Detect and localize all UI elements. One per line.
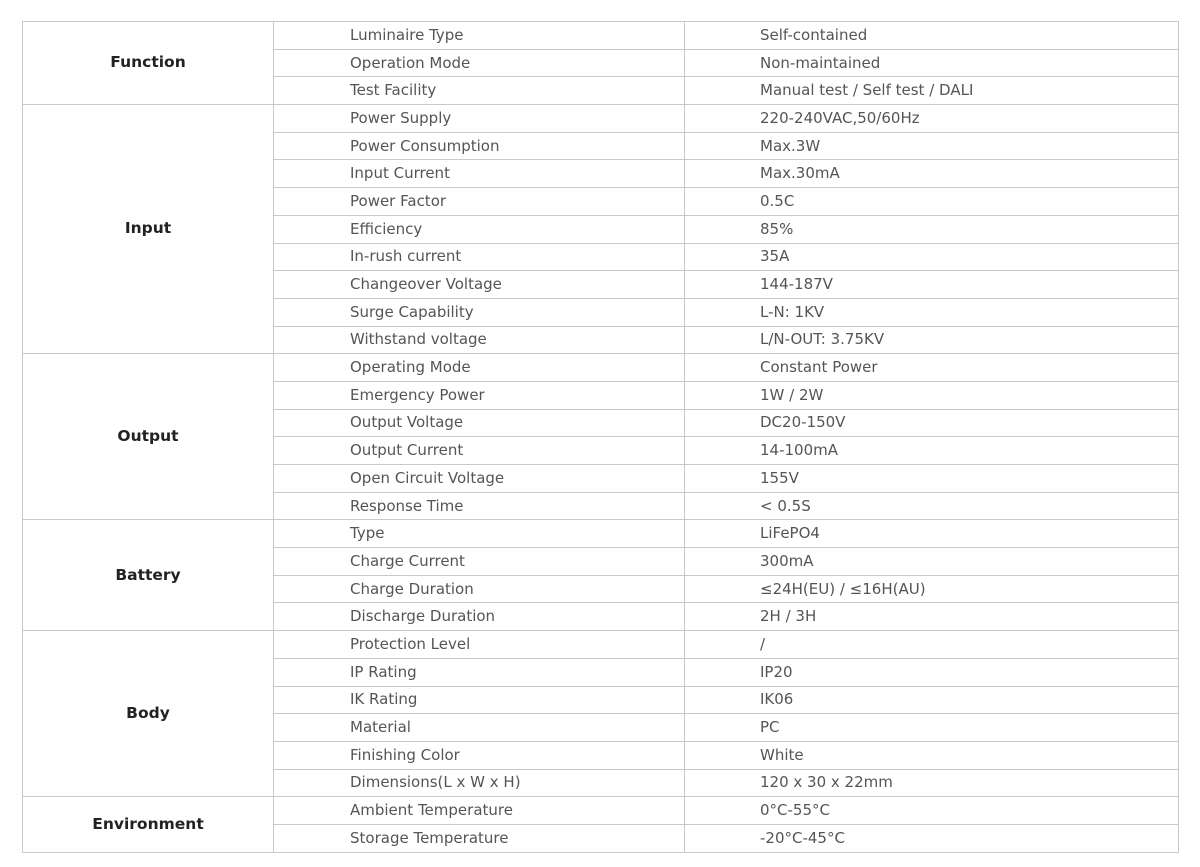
param-value: 144-187V [685, 271, 1179, 299]
spec-table-body [23, 22, 1179, 853]
param-value: Non-maintained [685, 49, 1179, 77]
param-value: 14-100mA [685, 437, 1179, 465]
param-value: L-N: 1KV [685, 298, 1179, 326]
param-value: < 0.5S [685, 492, 1179, 520]
group-label: Function [23, 22, 274, 105]
param-value: PC [685, 714, 1179, 742]
param-value: Manual test / Self test / DALI [685, 77, 1179, 105]
table-row [23, 22, 1179, 50]
param-value: IK06 [685, 686, 1179, 714]
param-name: In-rush current [274, 243, 685, 271]
param-value: / [685, 631, 1179, 659]
param-value: Max.3W [685, 132, 1179, 160]
table-row [23, 354, 1179, 382]
param-name: Operation Mode [274, 49, 685, 77]
param-value: -20°C-45°C [685, 824, 1179, 852]
param-name: Charge Current [274, 548, 685, 576]
table-row [23, 105, 1179, 133]
param-value: 35A [685, 243, 1179, 271]
param-value: 120 x 30 x 22mm [685, 769, 1179, 797]
param-name: Surge Capability [274, 298, 685, 326]
param-name: Response Time [274, 492, 685, 520]
param-value: 2H / 3H [685, 603, 1179, 631]
spec-table [22, 21, 1179, 853]
param-value: IP20 [685, 658, 1179, 686]
param-name: IP Rating [274, 658, 685, 686]
param-name: Protection Level [274, 631, 685, 659]
param-value: 155V [685, 465, 1179, 493]
param-name: IK Rating [274, 686, 685, 714]
group-label: Output [23, 354, 274, 520]
param-name: Power Consumption [274, 132, 685, 160]
param-name: Changeover Voltage [274, 271, 685, 299]
param-name: Power Supply [274, 105, 685, 133]
group-label: Environment [23, 797, 274, 852]
param-name: Charge Duration [274, 575, 685, 603]
param-value: 85% [685, 215, 1179, 243]
table-row [23, 631, 1179, 659]
param-value: LiFePO4 [685, 520, 1179, 548]
param-name: Withstand voltage [274, 326, 685, 354]
param-value: Constant Power [685, 354, 1179, 382]
param-name: Ambient Temperature [274, 797, 685, 825]
param-name: Operating Mode [274, 354, 685, 382]
param-value: 300mA [685, 548, 1179, 576]
param-name: Emergency Power [274, 381, 685, 409]
param-value: White [685, 741, 1179, 769]
param-name: Type [274, 520, 685, 548]
param-name: Output Voltage [274, 409, 685, 437]
group-label: Body [23, 631, 274, 797]
param-name: Power Factor [274, 188, 685, 216]
param-value: 0.5C [685, 188, 1179, 216]
param-name: Finishing Color [274, 741, 685, 769]
param-name: Material [274, 714, 685, 742]
param-name: Test Facility [274, 77, 685, 105]
param-value: 1W / 2W [685, 381, 1179, 409]
param-value: 0°C-55°C [685, 797, 1179, 825]
param-value: ≤24H(EU) / ≤16H(AU) [685, 575, 1179, 603]
param-name: Storage Temperature [274, 824, 685, 852]
table-row [23, 797, 1179, 825]
param-name: Luminaire Type [274, 22, 685, 50]
param-name: Dimensions(L x W x H) [274, 769, 685, 797]
param-name: Output Current [274, 437, 685, 465]
param-value: Self-contained [685, 22, 1179, 50]
param-name: Input Current [274, 160, 685, 188]
param-name: Discharge Duration [274, 603, 685, 631]
param-name: Open Circuit Voltage [274, 465, 685, 493]
param-value: L/N-OUT: 3.75KV [685, 326, 1179, 354]
table-row [23, 520, 1179, 548]
param-value: Max.30mA [685, 160, 1179, 188]
group-label: Battery [23, 520, 274, 631]
group-label: Input [23, 105, 274, 354]
param-value: 220-240VAC,50/60Hz [685, 105, 1179, 133]
param-value: DC20-150V [685, 409, 1179, 437]
param-name: Efficiency [274, 215, 685, 243]
